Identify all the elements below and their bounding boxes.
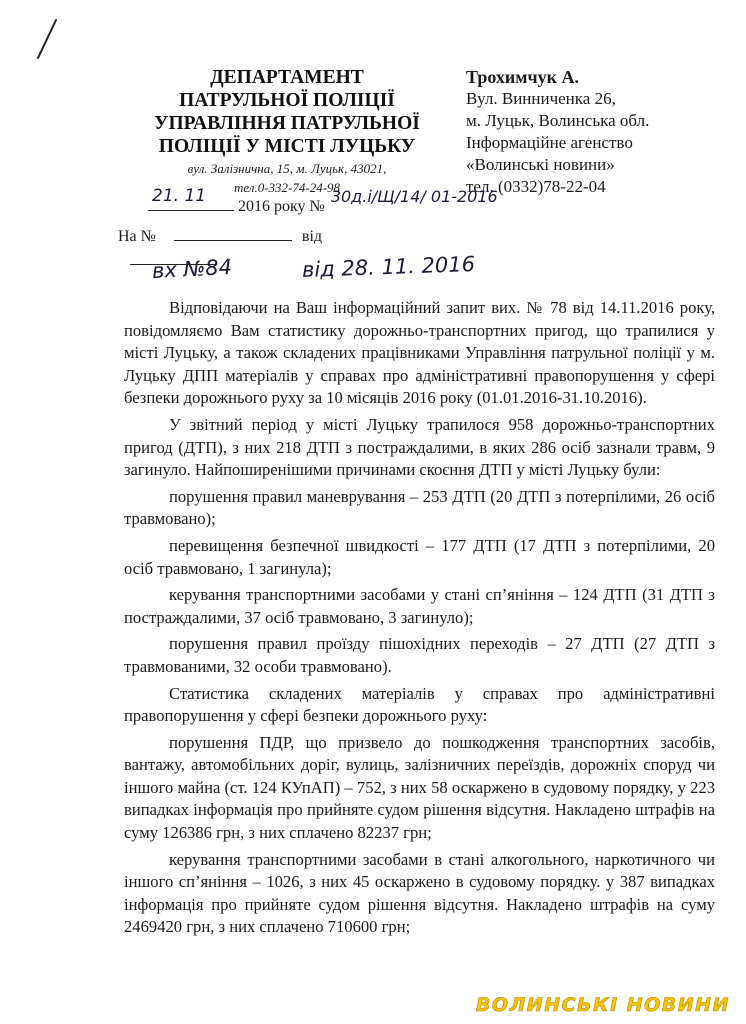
body-paragraph-4: перевищення безпечної швидкості – 177 ДТП (17 ДТП з потерпілими, 20 осіб травмовано, 1 загинула); — [124, 535, 715, 578]
body-paragraph-5: керування транспортними засобами у стані сп’яніння – 124 ДТП (31 ДТП з постраждалими, 37 осіб травмовано, 3 загинуло); — [124, 585, 715, 627]
department-line-2: ПАТРУЛЬНОЇ ПОЛІЦІЇ — [179, 90, 395, 111]
recipient-line-5: тел. (0332)78-22-04 — [466, 177, 606, 196]
department-line-4: ПОЛІЦІЇ У МІСТІ ЛУЦЬКУ — [158, 136, 416, 157]
watermark-logo: ВОЛИНСЬКІ НОВИНИ — [475, 994, 730, 1016]
incoming-from-label: від — [301, 228, 323, 245]
recipient-line-3: Інформаційне агенство — [466, 133, 633, 152]
registration-date-handwritten: від 28. 11. 2016 — [301, 251, 476, 283]
department-header — [132, 66, 442, 196]
incoming-number-label: На № — [118, 228, 156, 245]
outgoing-date-handwritten: 21. 11 — [152, 186, 207, 206]
recipient-name: Трохимчук А. — [466, 67, 580, 87]
letter-body — [124, 297, 715, 943]
recipient-line-1: Вул. Винниченка 26, — [466, 89, 616, 108]
incoming-number-blank — [174, 222, 292, 241]
department-line-1: ДЕПАРТАМЕНТ — [210, 67, 364, 88]
body-paragraph-9: керування транспортними засобами в стані алкогольного, наркотичного чи іншого сп’яніння – 1026, з них 45 оскаржено в судовому порядку. у 387 випадках інформація про прийняте судом рішення відсутня. Накладено штрафів на суму 2469420 грн, з них сплачено 710600 грн; — [124, 849, 715, 937]
body-paragraph-2: У звітний період у місті Луцьку трапилося 958 дорожньо-транспортних пригод (ДТП), з них 218 ДТП з постраждалими, в яких 286 осіб зазнали травм, 9 загинуло. Найпоширенішими причинами скоєння ДТП у місті Луцьку були: — [124, 414, 715, 480]
body-paragraph-7: Статистика складених матеріалів у справах про адміністративні правопорушення у сфері безпеки дорожнього руху: — [124, 683, 715, 726]
recipient-line-4: «Волинські новини» — [466, 155, 615, 174]
body-paragraph-6: порушення правил проїзду пішохідних переходів – 27 ДТП (27 ДТП з травмованими, 32 особи травмовано). — [124, 634, 715, 676]
recipient-line-2: м. Луцьк, Волинська обл. — [466, 111, 650, 130]
body-paragraph-3: порушення правил маневрування – 253 ДТП (20 ДТП з потерпілими, 26 осіб травмовано); — [124, 486, 715, 529]
outgoing-date-field — [148, 186, 234, 211]
department-phone: тел.0-332-74-24-98 — [233, 180, 341, 195]
outgoing-number-handwritten: 30д.і/Щ/14/ 01-2016 — [330, 187, 498, 206]
department-line-3: УПРАВЛІННЯ ПАТРУЛЬНОЇ — [154, 113, 420, 134]
outgoing-number-field — [329, 187, 498, 211]
registration-number-handwritten: вх №84 — [151, 254, 233, 284]
recipient-block — [466, 66, 736, 198]
body-paragraph-1: Відповідаючи на Ваш інформаційний запит вих. № 78 від 14.11.2016 року, повідомляємо Вам статистику дорожньо-транспортних пригод, що трапилися у місті Луцьку, а також складених працівниками Управління патрульної поліції у м. Луцьку ДПП матеріалів у справах про адміністративні правопорушення у сфері безпеки дорожнього руху за 10 місяців 2016 року (01.01.2016-31.10.2016). — [124, 298, 715, 408]
outgoing-year-text: 2016 року № — [238, 198, 325, 215]
department-address: вул. Залізнична, 15, м. Луцьк, 43021, — [187, 161, 387, 176]
handwritten-slash-mark — [24, 6, 84, 66]
body-paragraph-8: порушення ПДР, що призвело до пошкодження транспортних засобів, вантажу, автомобільних доріг, вулиць, залізничних переїздів, дорожніх споруд чи іншого майна (ст. 124 КУпАП) – 752, з них 58 оскаржено в судовому порядку, у 223 випадках інформація про прийняте судом рішення відсутня. Накладено штрафів на суму 126386 грн, з них сплачено 82237 грн; — [124, 732, 715, 843]
registration-handwritten — [150, 251, 490, 289]
